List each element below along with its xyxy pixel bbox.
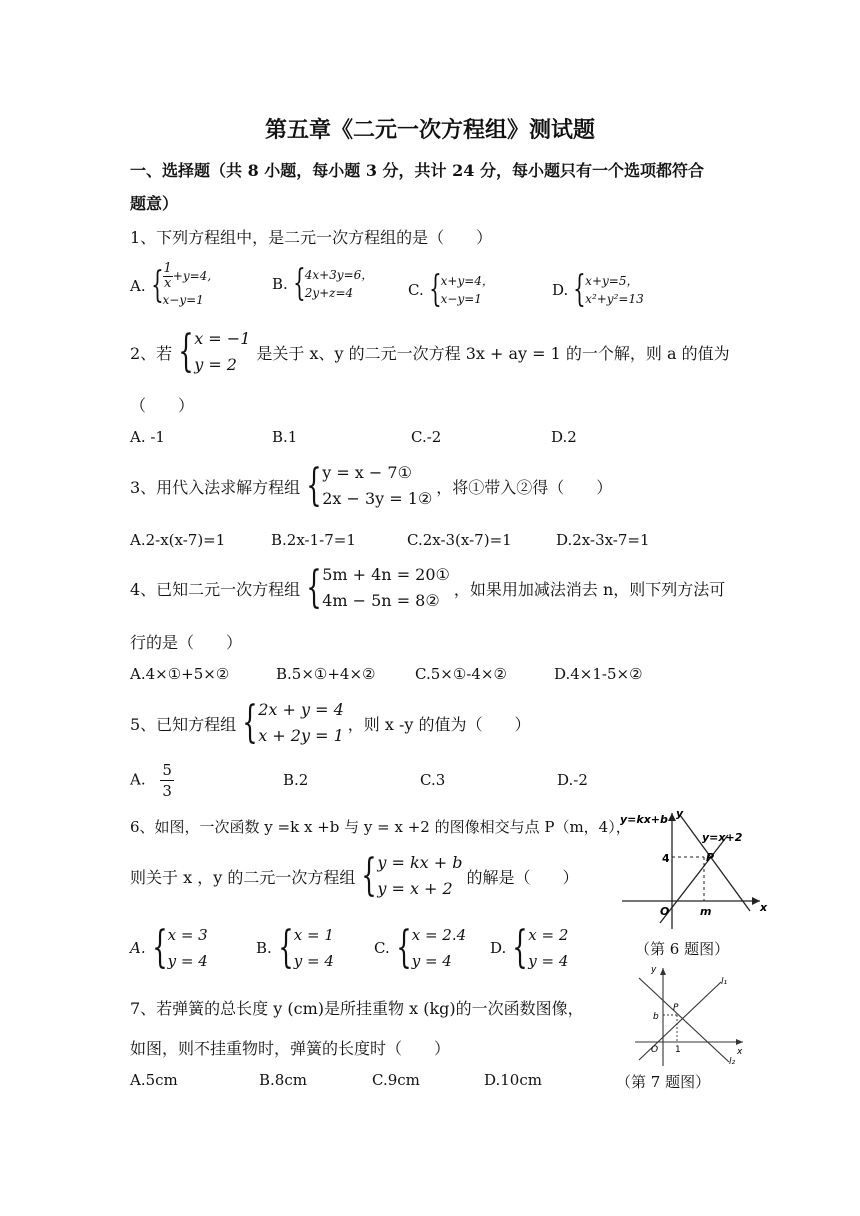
eq-row: x = 2 (528, 926, 569, 944)
figure-7-caption: （第 7 题图） (616, 1073, 711, 1091)
brace: { (361, 850, 378, 901)
q2-option-d: D.2 (551, 428, 577, 446)
label-y-kx-b: y=kx+b (620, 813, 668, 826)
q3-option-a: A.2-x(x-7)=1 (130, 531, 226, 549)
label-1: 1 (675, 1045, 681, 1055)
eq-row: 2y+z=4 (304, 286, 354, 300)
eq-row: x = −1 (194, 329, 251, 348)
label-b: b (653, 1012, 659, 1022)
label-l2: l₂ (729, 1057, 736, 1067)
q5-option-a (130, 760, 174, 801)
q4-line2: 行的是（ ） (130, 633, 243, 652)
q2-option-a: A. -1 (130, 428, 165, 446)
figure-6-caption: （第 6 题图） (635, 940, 730, 958)
option-label: B. (256, 939, 272, 957)
x-axis-arrow (752, 897, 760, 905)
q6-option-b (256, 922, 334, 974)
brace: { (278, 922, 294, 973)
q6-option-c (374, 922, 466, 974)
eq-row: x−y=1 (440, 292, 482, 306)
x-axis-arrow (736, 1039, 743, 1045)
eq-row: 2x − 3y = 1② (322, 489, 433, 508)
label-p: P (673, 1003, 679, 1013)
q3-option-c: C.2x-3(x-7)=1 (407, 531, 512, 549)
label-4: 4 (662, 852, 670, 865)
q4-option-a: A.4×①+5×② (130, 665, 230, 683)
q2-option-c: C.-2 (411, 428, 442, 446)
question-7-line2: 如图，则不挂重物时，弹簧的长度时（ ） (130, 1039, 451, 1058)
brace: { (178, 326, 194, 377)
page-title: 第五章《二元一次方程组》测试题 (264, 117, 595, 143)
frac-den: x (163, 276, 172, 291)
q5-option-d: D.-2 (557, 771, 588, 789)
eq-row: y = 4 (293, 952, 334, 970)
q3-option-d: D.2x-3x-7=1 (556, 531, 650, 549)
y-axis-arrow (660, 968, 666, 975)
q1-option-b (272, 263, 374, 304)
brace: { (151, 922, 168, 973)
brace: { (150, 264, 164, 306)
q5-suffix: ，则 x -y 的值为（ ） (347, 714, 531, 734)
option-label: C. (374, 939, 390, 957)
label-x: x (760, 901, 768, 914)
brace: { (242, 697, 258, 748)
frac-num: 1 (163, 261, 172, 276)
figure-7-graph (625, 962, 750, 1070)
brace: { (512, 922, 528, 973)
q7-option-c: C.9cm (372, 1071, 420, 1089)
question-6-system (130, 850, 579, 902)
q5-option-c: C.3 (420, 771, 446, 789)
q6-prefix: 则关于 x ，y 的二元一次方程组 (130, 867, 356, 887)
eq-row: x = 1 (293, 926, 334, 944)
label-y: y (651, 965, 657, 975)
frac-num: 5 (162, 761, 172, 779)
q3-option-b: B.2x-1-7=1 (271, 531, 356, 549)
q4-suffix: ，如果用加减法消去 n，则下列方法可 (453, 579, 726, 599)
q1-option-a (130, 262, 211, 309)
eq-row: y = 4 (411, 952, 452, 970)
q4-prefix: 4、已知二元一次方程组 (130, 579, 301, 599)
label-p: P (706, 851, 715, 864)
option-label: B. (272, 275, 288, 293)
q5-prefix: 5、已知方程组 (130, 714, 237, 734)
q2-paren: （ ） (130, 396, 195, 415)
eq-row: 2x + y = 4 (258, 700, 344, 719)
q2-suffix: 是关于 x、y 的二元一次方程 3x + ay = 1 的一个解，则 a 的值为 (256, 343, 730, 363)
eq-row: y = 4 (167, 952, 208, 970)
brace: { (306, 460, 322, 511)
option-label: D. (552, 281, 569, 299)
q3-suffix: ，将①带入②得（ ） (436, 477, 613, 497)
brace: { (396, 922, 412, 973)
label-y-x-2: y=x+2 (702, 831, 743, 844)
eq-row: x+y=4， (440, 274, 494, 288)
line-y-kx-b (680, 815, 750, 911)
option-label: A. (130, 276, 146, 295)
eq-row: x²+y²=13 (585, 292, 644, 306)
label-l1: l₁ (721, 977, 728, 987)
line-y-x-2 (660, 835, 728, 923)
q4-option-b: B.5×①+4×② (276, 665, 376, 683)
q5-option-b: B.2 (283, 771, 309, 789)
q6-option-d (490, 922, 568, 974)
q2-option-b: B.1 (272, 428, 298, 446)
option-label: A. (130, 939, 146, 957)
question-4 (130, 562, 725, 614)
brace: { (573, 269, 587, 310)
eq-row: y = kx + b (377, 853, 463, 872)
brace: { (306, 562, 322, 613)
eq-row: y = x + 2 (377, 879, 453, 898)
q7-option-b: B.8cm (259, 1071, 307, 1089)
option-label: A. (130, 770, 146, 789)
q1-option-d (552, 269, 644, 310)
eq-row: y = x − 7① (322, 463, 412, 482)
q2-prefix: 2、若 (130, 343, 173, 363)
eq-row: y = 4 (528, 952, 569, 970)
q1-option-c (408, 269, 494, 310)
eq-row: 4m − 5n = 8② (322, 591, 440, 610)
question-1: 1、下列方程组中，是二元一次方程组的是（ ） (130, 228, 493, 247)
question-7: 7、若弹簧的总长度 y (cm)是所挂重物 x (kg)的一次函数图像， (130, 999, 584, 1018)
option-label: C. (408, 281, 424, 299)
question-3 (130, 460, 612, 512)
label-x: x (737, 1047, 743, 1057)
label-y: y (676, 807, 684, 820)
eq-row: +y=4, (172, 269, 212, 283)
eq-row: x + 2y = 1 (258, 726, 344, 745)
frac-den: 3 (162, 782, 172, 800)
label-origin: O (651, 1045, 659, 1055)
brace: { (292, 263, 306, 304)
section-heading: 一、选择题（共 8 小题，每小题 3 分，共计 24 分，每小题只有一个选项都符合 (130, 161, 704, 180)
question-5 (130, 697, 531, 749)
q3-prefix: 3、用代入法求解方程组 (130, 477, 301, 497)
q7-option-d: D.10cm (484, 1071, 542, 1089)
q4-option-d: D.4×1-5×② (554, 665, 643, 683)
q4-option-c: C.5×①-4×② (415, 665, 507, 683)
eq-row: x−y=1 (162, 293, 204, 307)
label-origin: O (660, 905, 670, 918)
option-label: D. (490, 939, 507, 957)
eq-row: x = 3 (167, 926, 208, 944)
q6-suffix: 的解是（ ） (466, 867, 579, 887)
eq-row: 4x+3y=6， (304, 268, 374, 282)
q6-option-a (130, 922, 208, 974)
q7-option-a: A.5cm (130, 1071, 178, 1089)
eq-row: x+y=5， (585, 274, 639, 288)
eq-row: x = 2.4 (411, 926, 467, 944)
eq-row: 5m + 4n = 20① (322, 565, 450, 584)
figure-6-graph (600, 805, 780, 930)
brace: { (428, 269, 442, 310)
question-6: 6、如图，一次函数 y =k x +b 与 y = x +2 的图像相交与点 P（m，4）， (130, 818, 631, 836)
label-m: m (700, 905, 712, 918)
y-axis-arrow (668, 813, 676, 821)
question-2 (130, 326, 730, 378)
section-heading-cont: 题意） (130, 194, 179, 213)
eq-row: y = 2 (194, 355, 237, 374)
